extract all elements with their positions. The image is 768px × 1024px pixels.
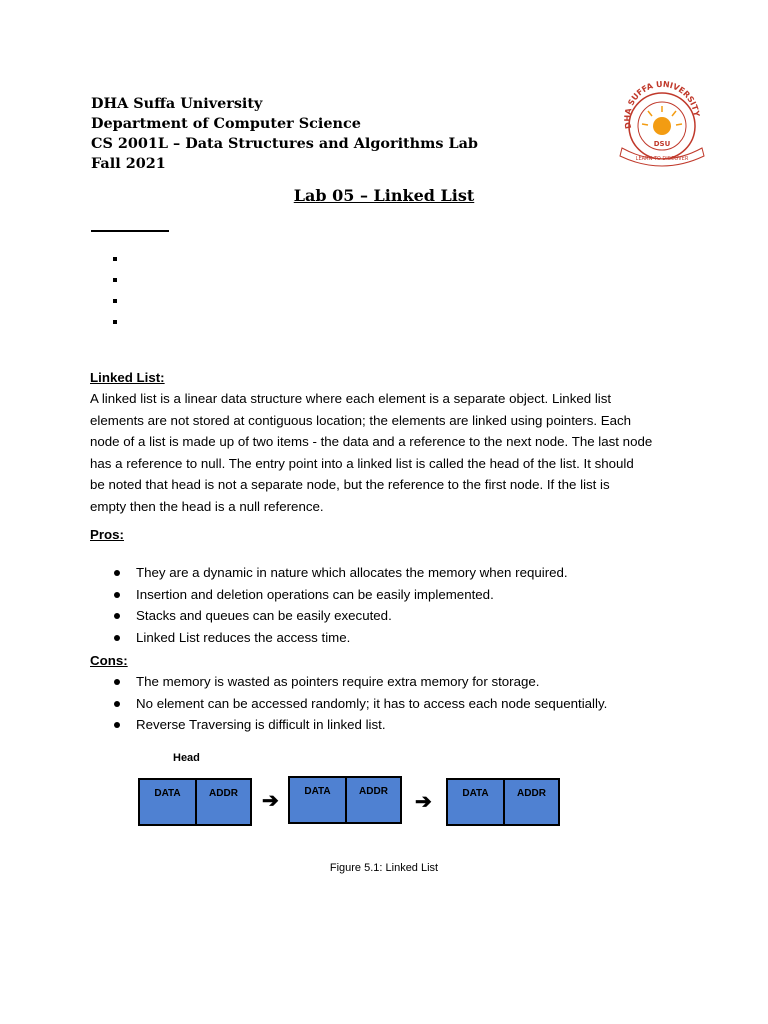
pros-list <box>112 562 568 649</box>
arrow-right-icon: ➔ <box>415 791 432 813</box>
bullet-icon <box>114 613 120 619</box>
figure-caption: Figure 5.1: Linked List <box>329 862 439 874</box>
list-item: The memory is wasted as pointers require extra memory for storage. <box>112 671 607 693</box>
svg-text:DSU: DSU <box>653 140 671 148</box>
svg-text:LEARN TO DISCOVER: LEARN TO DISCOVER <box>635 156 689 162</box>
bullet-icon <box>114 592 120 598</box>
bullet-icon <box>114 570 120 576</box>
linked-list-node <box>138 778 252 826</box>
node-addr-cell: ADDR <box>195 780 250 824</box>
cons-heading: Cons: <box>90 653 128 668</box>
term: Fall 2021 <box>91 155 166 172</box>
empty-bullet <box>113 278 117 282</box>
university-name: DHA Suffa University <box>91 95 263 112</box>
node-addr-cell: ADDR <box>503 780 558 824</box>
node-data-cell: DATA <box>462 788 489 799</box>
node-data-cell: DATA <box>154 788 181 799</box>
sun-icon <box>642 106 682 135</box>
node-data-cell: DATA <box>304 786 331 797</box>
head-label: Head <box>173 752 200 764</box>
paragraph-line: A linked list is a linear data structure where each element is a separate object. Linked list <box>90 391 612 406</box>
empty-bullet <box>113 320 117 324</box>
paragraph-line: has a reference to null. The entry point into a linked list is called the head of the list. It should <box>90 455 634 471</box>
document-header <box>91 94 478 174</box>
linked-list-heading: Linked List: <box>90 370 165 385</box>
pros-heading: Pros: <box>90 527 124 542</box>
bullet-icon <box>114 679 120 685</box>
bullet-icon <box>114 635 120 641</box>
paragraph-line: node of a list is made up of two items - the data and a reference to the next node. The last node <box>90 434 653 450</box>
course-name: CS 2001L – Data Structures and Algorithms Lab <box>91 135 478 152</box>
empty-bullet <box>113 257 117 261</box>
linked-list-node <box>288 776 402 824</box>
paragraph-line: be noted that head is not a separate node, but the reference to the first node. If the list is <box>90 477 610 493</box>
bullet-icon <box>114 722 120 728</box>
bullet-icon <box>114 701 120 707</box>
empty-bullet <box>113 299 117 303</box>
list-item: Insertion and deletion operations can be easily implemented. <box>112 584 568 606</box>
linked-list-paragraph <box>90 388 690 518</box>
cons-list <box>112 671 607 736</box>
department-name: Department of Computer Science <box>91 115 361 132</box>
blank-underline <box>91 230 169 232</box>
university-logo <box>612 80 712 168</box>
svg-text:DHA SUFFA UNIVERSITY: DHA SUFFA UNIVERSITY <box>622 80 701 130</box>
list-item: Stacks and queues can be easily executed. <box>112 605 568 627</box>
paragraph-line: empty then the head is a null reference. <box>90 498 324 514</box>
linked-list-node <box>446 778 560 826</box>
paragraph-line: elements are not stored at contiguous location; the elements are linked using pointers. Each <box>90 412 632 428</box>
lab-title: Lab 05 – Linked List <box>293 186 475 205</box>
list-item: Linked List reduces the access time. <box>112 627 568 649</box>
node-addr-cell: ADDR <box>345 778 400 822</box>
list-item: No element can be accessed randomly; it has to access each node sequentially. <box>112 693 607 715</box>
list-item: Reverse Traversing is difficult in linked list. <box>112 714 607 736</box>
list-item: They are a dynamic in nature which allocates the memory when required. <box>112 562 568 584</box>
empty-bullet-list <box>113 251 117 341</box>
arrow-right-icon: ➔ <box>262 790 279 812</box>
